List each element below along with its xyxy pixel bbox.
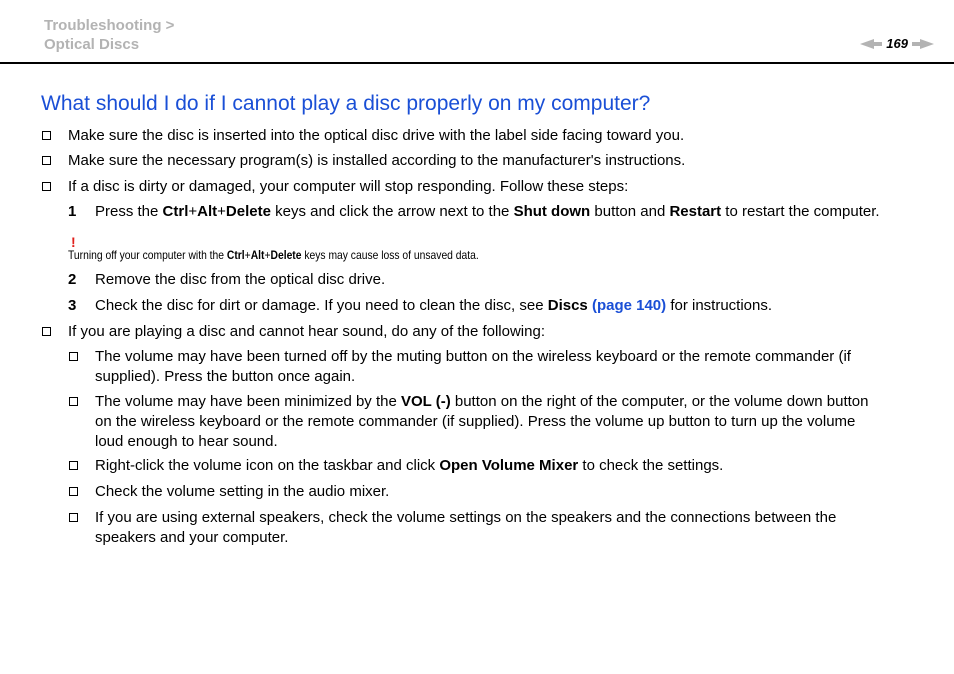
list-item: If you are playing a disc and cannot hear sound, do any of the following:	[68, 323, 545, 340]
discs-label: Discs	[547, 297, 588, 314]
sub-item-line	[95, 392, 868, 412]
step-text-part: keys and click the arrow next to the	[270, 203, 514, 220]
checkbox-bullet-icon	[69, 352, 78, 361]
sub-list-item: Check the volume setting in the audio mixer.	[95, 483, 390, 500]
warning-icon: !	[71, 234, 76, 250]
sub-list-item	[95, 456, 723, 476]
sub-list-item	[95, 347, 851, 387]
sub-item-text-part: to check the settings.	[578, 457, 724, 474]
checkbox-bullet-icon	[42, 156, 51, 165]
list-item: Make sure the necessary program(s) is installed according to the manufacturer's instructions.	[68, 152, 686, 169]
shut-down-label: Shut down	[513, 203, 591, 220]
checkbox-bullet-icon	[69, 487, 78, 496]
key-delete: Delete	[225, 203, 271, 220]
page-navigation	[860, 36, 934, 51]
warning-note	[68, 248, 479, 262]
key-alt: Alt	[197, 203, 218, 220]
plus-sign: +	[217, 203, 226, 220]
step-text-part: Press the	[95, 203, 163, 220]
open-volume-mixer-label: Open Volume Mixer	[439, 457, 579, 474]
key-alt: Alt	[250, 248, 265, 262]
header-divider	[0, 62, 954, 64]
step-text-part: for instructions.	[666, 297, 773, 314]
sub-item-line: The volume may have been turned off by the muting button on the wireless keyboard or the remote commander (if	[95, 348, 851, 365]
step-text-part: button and	[590, 203, 670, 220]
breadcrumb	[44, 16, 174, 54]
checkbox-bullet-icon	[42, 327, 51, 336]
page-number: 169	[886, 36, 908, 51]
step-number: 1	[68, 203, 77, 220]
checkbox-bullet-icon	[42, 131, 51, 140]
step-text	[95, 296, 772, 316]
sub-item-text-part: button on the right of the computer, or the volume down button	[450, 393, 869, 410]
sub-list-item	[95, 508, 836, 548]
vol-down-label: VOL (-)	[400, 393, 451, 410]
checkbox-bullet-icon	[69, 513, 78, 522]
key-ctrl: Ctrl	[226, 248, 245, 262]
sub-item-line: on the wireless keyboard or the remote commander (if supplied). Press the volume up button to turn up the volume	[95, 413, 856, 430]
sub-item-line: speakers and your computer.	[95, 529, 289, 546]
list-item: Make sure the disc is inserted into the optical disc drive with the label side facing toward you.	[68, 127, 685, 144]
sub-item-text-part: Right-click the volume icon on the taskbar and click	[95, 457, 440, 474]
step-text-part: to restart the computer.	[721, 203, 880, 220]
key-ctrl: Ctrl	[162, 203, 189, 220]
warning-text-part: Turning off your computer with the	[68, 248, 227, 262]
next-page-arrow-icon[interactable]	[912, 39, 934, 49]
page-title: What should I do if I cannot play a disc properly on my computer?	[41, 92, 651, 115]
sub-item-line: loud enough to hear sound.	[95, 433, 278, 450]
sub-item-text-part: The volume may have been minimized by the	[95, 393, 401, 410]
breadcrumb-section[interactable]: Troubleshooting >	[44, 17, 175, 34]
plus-sign: +	[264, 248, 271, 262]
step-text: Remove the disc from the optical disc drive.	[95, 271, 386, 288]
step-number: 3	[68, 297, 77, 314]
sub-item-line: If you are using external speakers, check the volume settings on the speakers and the connections between the	[95, 509, 837, 526]
step-text	[95, 202, 880, 222]
restart-label: Restart	[669, 203, 722, 220]
key-delete: Delete	[270, 248, 302, 262]
plus-sign: +	[188, 203, 198, 220]
previous-page-arrow-icon[interactable]	[860, 39, 882, 49]
plus-sign: +	[244, 248, 251, 262]
list-item: If a disc is dirty or damaged, your computer will stop responding. Follow these steps:	[68, 178, 629, 195]
sub-list-item	[95, 392, 868, 452]
step-number: 2	[68, 271, 77, 288]
step-text-part: Check the disc for dirt or damage. If you need to clean the disc, see	[95, 297, 548, 314]
page-140-link[interactable]: (page 140)	[591, 297, 667, 314]
checkbox-bullet-icon	[42, 182, 51, 191]
warning-text-part: keys may cause loss of unsaved data.	[301, 248, 479, 262]
checkbox-bullet-icon	[69, 397, 78, 406]
sub-item-line: supplied). Press the button once again.	[95, 368, 356, 385]
breadcrumb-page[interactable]: Optical Discs	[44, 36, 140, 53]
checkbox-bullet-icon	[69, 461, 78, 470]
